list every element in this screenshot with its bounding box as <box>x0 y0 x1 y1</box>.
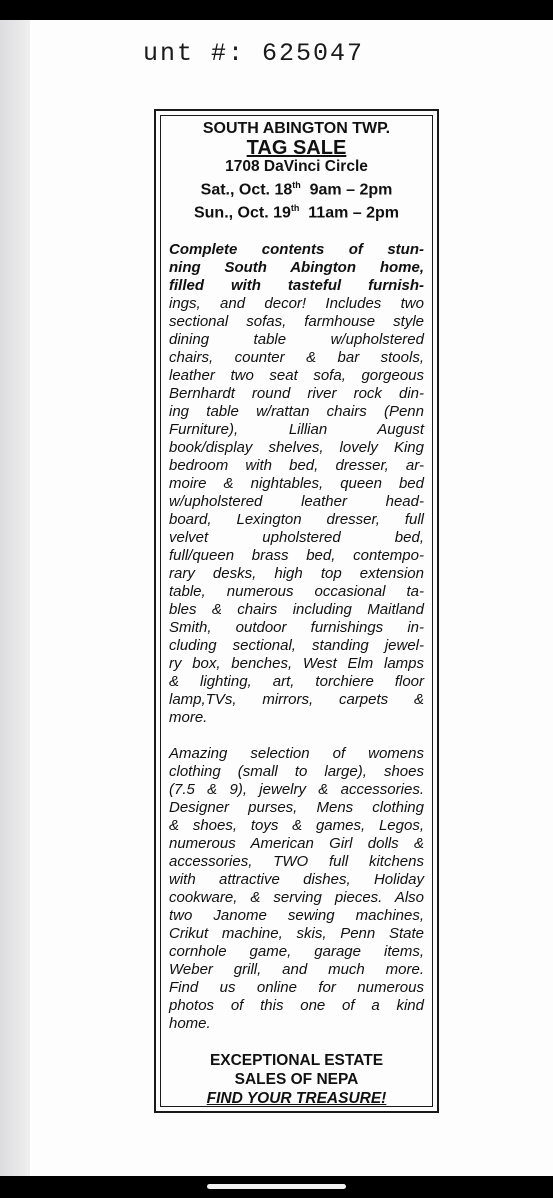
text-line: chairs, counter & bar stools, <box>169 348 424 366</box>
date-day: Sun., Oct. 19 <box>193 204 291 222</box>
ad-address: 1708 DaVinci Circle <box>225 158 368 175</box>
status-bar <box>0 0 553 20</box>
ad-paragraph-furnishings <box>169 241 424 727</box>
newspaper-clipping <box>30 20 553 1176</box>
ad-location: SOUTH ABINGTON TWP. <box>202 120 391 137</box>
text-line: cookware, & serving pieces. Also <box>169 888 424 906</box>
text-line: leather two seat sofa, gorgeous <box>169 366 424 384</box>
text-line: moire & nightables, queen bed <box>169 474 424 492</box>
text-line: Crikut machine, skis, Penn State <box>169 924 424 942</box>
text-line: ing table w/rattan chairs (Penn <box>169 402 424 420</box>
text-line: filled with tasteful furnish- <box>169 276 424 294</box>
ad-title: TAG SALE <box>246 137 347 159</box>
ad-paragraph-clothing <box>169 745 424 1033</box>
date-hours: 9am – 2pm <box>309 181 393 199</box>
date-suffix: th <box>290 203 300 214</box>
text-line: two Janome sewing machines, <box>169 906 424 924</box>
text-line: more. <box>169 708 208 726</box>
text-line: Find us online for numerous <box>169 978 424 996</box>
text-line: table, numerous occasional ta- <box>169 582 424 600</box>
text-line: (7.5 & 9), jewelry & accessories. <box>169 780 424 798</box>
text-line: accessories, TWO full kitchens <box>169 852 424 870</box>
text-line: board, Lexington dresser, full <box>169 510 424 528</box>
text-line: Weber grill, and much more. <box>169 960 424 978</box>
text-line: dining table w/upholstered <box>169 330 424 348</box>
text-line: cornhole game, garage items, <box>169 942 424 960</box>
text-line: Complete contents of stun- <box>169 240 424 258</box>
text-line: photos of this one of a kind <box>169 996 424 1014</box>
text-line: ings, and decor! Includes two <box>169 294 424 312</box>
text-line: home. <box>169 1014 211 1032</box>
text-line: numerous American Girl dolls & <box>169 834 424 852</box>
ad-footer <box>169 1051 424 1108</box>
text-line: Designer purses, Mens clothing <box>169 798 424 816</box>
classified-ad <box>154 109 439 1113</box>
text-line: ning South Abington home, <box>169 258 424 276</box>
footer-company-line1: EXCEPTIONAL ESTATE <box>209 1051 384 1069</box>
date-day: Sat., Oct. 18 <box>200 181 293 199</box>
text-line: bedroom with bed, dresser, ar- <box>169 456 424 474</box>
text-line: Amazing selection of womens <box>169 744 424 762</box>
text-line: lamp,TVs, mirrors, carpets & <box>169 690 424 708</box>
text-line: Smith, outdoor furnishings in- <box>169 618 424 636</box>
text-line: cluding sectional, standing jewel- <box>169 636 424 654</box>
text-line: Furniture), Lillian August <box>169 420 424 438</box>
text-line: w/upholstered leather head- <box>169 492 424 510</box>
text-line: sectional sofas, farmhouse style <box>169 312 424 330</box>
text-line: clothing (small to large), shoes <box>169 762 424 780</box>
text-line: & lighting, art, torchiere floor <box>169 672 424 690</box>
text-line: full/queen brass bed, contempo- <box>169 546 424 564</box>
date-suffix: th <box>292 180 301 190</box>
footer-tagline: FIND YOUR TREASURE! <box>206 1089 387 1107</box>
text-line: ry box, benches, West Elm lamps <box>169 654 424 672</box>
account-number: unt #: 625047 <box>143 39 365 68</box>
footer-company-line2: SALES OF NEPA <box>234 1070 359 1088</box>
ad-date-sunday <box>169 199 424 222</box>
ad-date-saturday <box>169 176 424 199</box>
page-edge-shadow <box>0 20 30 1176</box>
text-line: Bernhardt round river rock din- <box>169 384 424 402</box>
text-line: book/display shelves, lovely King <box>169 438 424 456</box>
text-line: velvet upholstered bed, <box>169 528 424 546</box>
ad-inner-border <box>160 115 433 1107</box>
text-line: & shoes, toys & games, Legos, <box>169 816 424 834</box>
date-hours: 11am – 2pm <box>308 204 400 222</box>
text-line: bles & chairs including Maitland <box>169 600 424 618</box>
home-indicator[interactable] <box>207 1184 346 1189</box>
text-line: with attractive dishes, Holiday <box>169 870 424 888</box>
text-line: rary desks, high top extension <box>169 564 424 582</box>
